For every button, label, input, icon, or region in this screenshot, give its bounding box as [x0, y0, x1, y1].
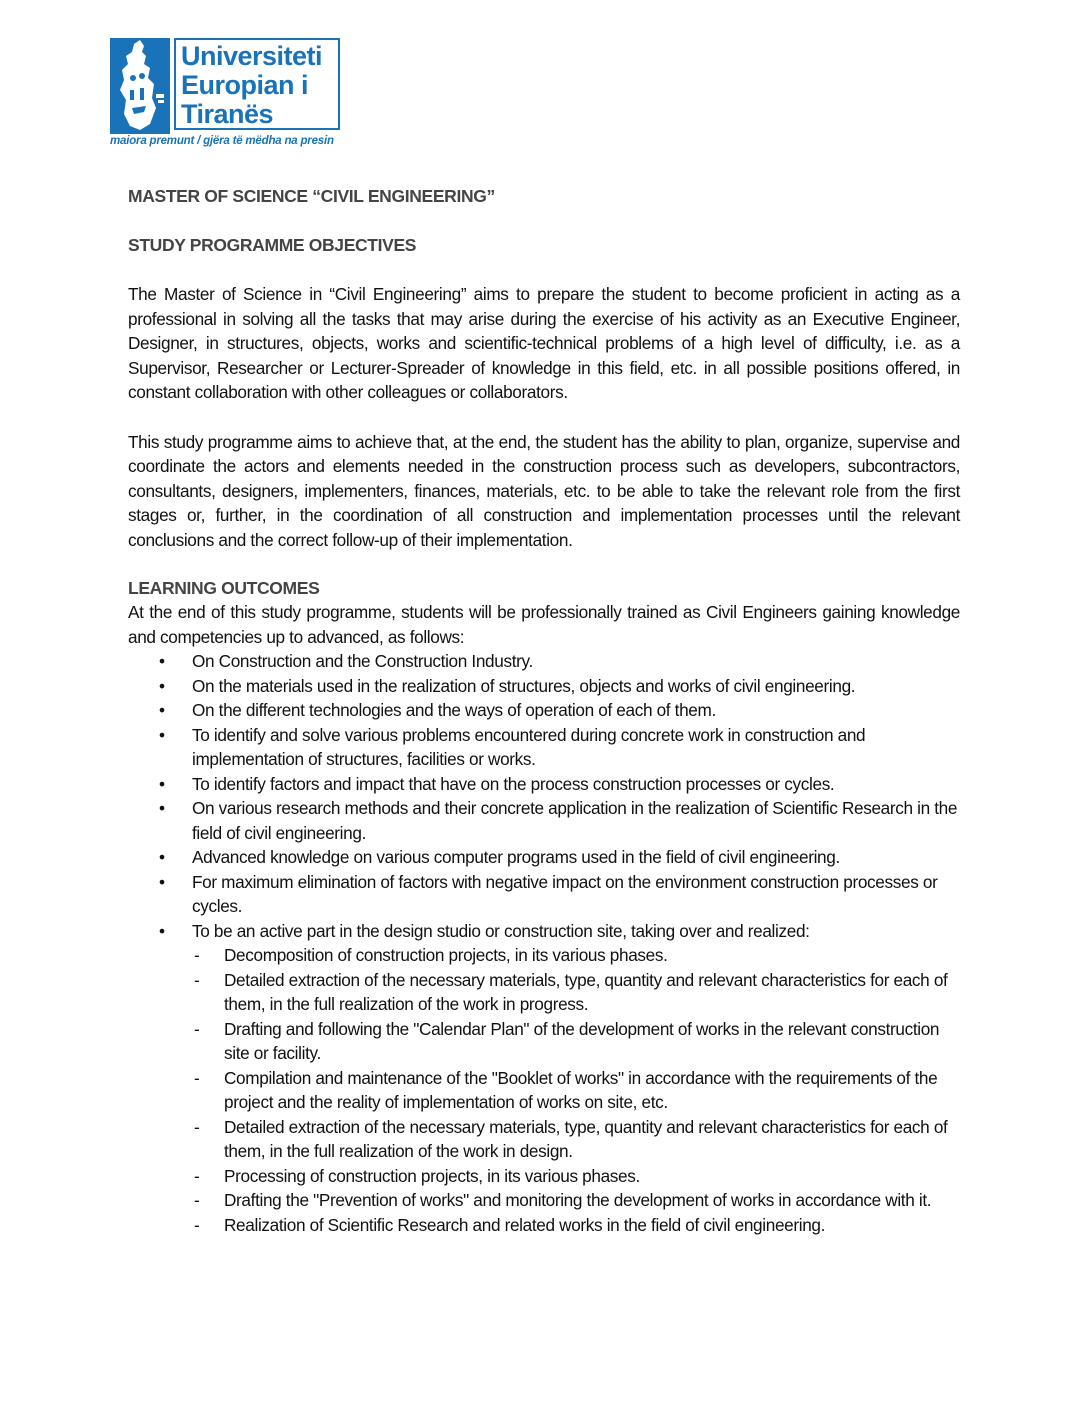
dash-icon: -	[194, 945, 200, 965]
list-item	[128, 919, 960, 944]
sub-list-item-text: Drafting and following the "Calendar Plan" of the development of works in the relevant construction site or facility.	[224, 1018, 940, 1063]
bullet-icon: •	[159, 920, 165, 941]
logo-line-1: Universiteti	[181, 41, 323, 71]
learning-outcomes-intro: At the end of this study programme, students will be professionally trained as Civil Engineers gaining knowledge and competencies up to advanced, as follows:	[128, 602, 960, 647]
list-item-text: On the different technologies and the ways of operation of each of them.	[192, 700, 716, 720]
objectives-paragraph-2: This study programme aims to achieve that, at the end, the student has the ability to plan, organize, supervise and coordinate the actors and elements needed in the construction process such as developers, subcontractors, consultants, designers, implementers, finances, materials, etc. to be able to take the relevant role from the first stages or, further, in the coordination of all construction and implementation processes until the relevant conclusions and the correct follow-up of their implementation.	[128, 431, 960, 550]
logo-line-2: Europian i	[181, 70, 309, 100]
logo-emblem-icon	[110, 38, 170, 134]
list-item	[128, 845, 960, 870]
bullet-icon: •	[159, 871, 165, 892]
dash-icon: -	[194, 1018, 200, 1039]
sub-list-item-text: Compilation and maintenance of the "Booklet of works" in accordance with the requirements of the project and the reality of implementation of works on site, etc.	[224, 1067, 938, 1112]
logo-wordmark	[174, 38, 340, 130]
sub-list-item-text: Detailed extraction of the necessary materials, type, quantity and relevant characteristics for each of them, in the full realization of the work in design.	[224, 1116, 948, 1161]
learning-outcomes-sublist	[128, 943, 960, 1237]
sub-list-item	[128, 1164, 960, 1189]
bullet-icon: •	[159, 724, 165, 745]
list-item-text: To identify factors and impact that have on the process construction processes or cycles.	[192, 773, 835, 794]
sub-list-item	[128, 1188, 960, 1213]
sub-list-item	[128, 1213, 960, 1238]
bullet-icon: •	[159, 847, 165, 867]
learning-outcomes-heading: LEARNING OUTCOMES	[128, 578, 320, 598]
document-body	[128, 184, 960, 1237]
dash-icon: -	[194, 1165, 200, 1186]
sub-list-item-text: Processing of construction projects, in its various phases.	[224, 1165, 640, 1186]
logo-motto: maiora premunt / gjëra të mëdha na presin	[110, 135, 334, 147]
sub-list-item	[128, 943, 960, 968]
dash-icon: -	[194, 1116, 200, 1137]
list-item-text: On the materials used in the realization of structures, objects and works of civil engineering.	[192, 675, 856, 696]
sub-list-item	[128, 968, 960, 1017]
sub-list-item	[128, 1066, 960, 1115]
list-item	[128, 723, 960, 772]
bullet-icon: •	[159, 651, 165, 671]
list-item-text: Advanced knowledge on various computer programs used in the field of civil engineering.	[192, 847, 840, 867]
document-title: MASTER OF SCIENCE “CIVIL ENGINEERING”	[128, 186, 495, 206]
sub-list-item	[128, 1017, 960, 1066]
list-item	[128, 698, 960, 723]
list-item-text: To be an active part in the design studio or construction site, taking over and realized:	[192, 920, 810, 941]
bullet-icon: •	[159, 798, 165, 818]
list-item	[128, 649, 960, 674]
bullet-icon: •	[159, 675, 165, 696]
list-item-text: On various research methods and their concrete application in the realization of Scientific Research in the field of civil engineering.	[192, 798, 958, 843]
sub-list-item-text: Decomposition of construction projects, in its various phases.	[224, 945, 668, 965]
objectives-heading: STUDY PROGRAMME OBJECTIVES	[128, 235, 417, 255]
sub-list-item-text: Drafting the "Prevention of works" and monitoring the development of works in accordance with it.	[224, 1190, 932, 1210]
list-item	[128, 870, 960, 919]
objectives-paragraph-1: The Master of Science in “Civil Engineering” aims to prepare the student to become proficient in acting as a professional in solving all the tasks that may arise during the exercise of his activity as an Executive Engineer, Designer, in structures, objects, works and scientific-technical problems of a high level of difficulty, i.e. as a Supervisor, Researcher or Lecturer-Spreader of knowledge in this field, etc. in all possible positions offered, in constant collaboration with other colleagues or collaborators.	[128, 284, 960, 402]
university-logo	[110, 38, 346, 150]
sub-list-item-text: Detailed extraction of the necessary materials, type, quantity and relevant characteristics for each of them, in the full realization of the work in progress.	[224, 969, 948, 1014]
list-item-text: On Construction and the Construction Industry.	[192, 651, 533, 671]
dash-icon: -	[194, 969, 200, 990]
list-item-text: To identify and solve various problems encountered during concrete work in construction and implementation of structures, facilities or works.	[192, 724, 866, 769]
list-item	[128, 796, 960, 845]
list-item-text: For maximum elimination of factors with negative impact on the environment construction processes or cycles.	[192, 871, 938, 916]
list-item	[128, 772, 960, 797]
learning-outcomes-list	[128, 649, 960, 943]
dash-icon: -	[194, 1190, 200, 1210]
bullet-icon: •	[159, 773, 165, 794]
dash-icon: -	[194, 1067, 200, 1088]
bullet-icon: •	[159, 700, 165, 720]
dash-icon: -	[194, 1214, 200, 1235]
logo-line-3: Tiranës	[181, 99, 274, 129]
list-item	[128, 674, 960, 699]
sub-list-item-text: Realization of Scientific Research and related works in the field of civil engineering.	[224, 1214, 826, 1235]
sub-list-item	[128, 1115, 960, 1164]
